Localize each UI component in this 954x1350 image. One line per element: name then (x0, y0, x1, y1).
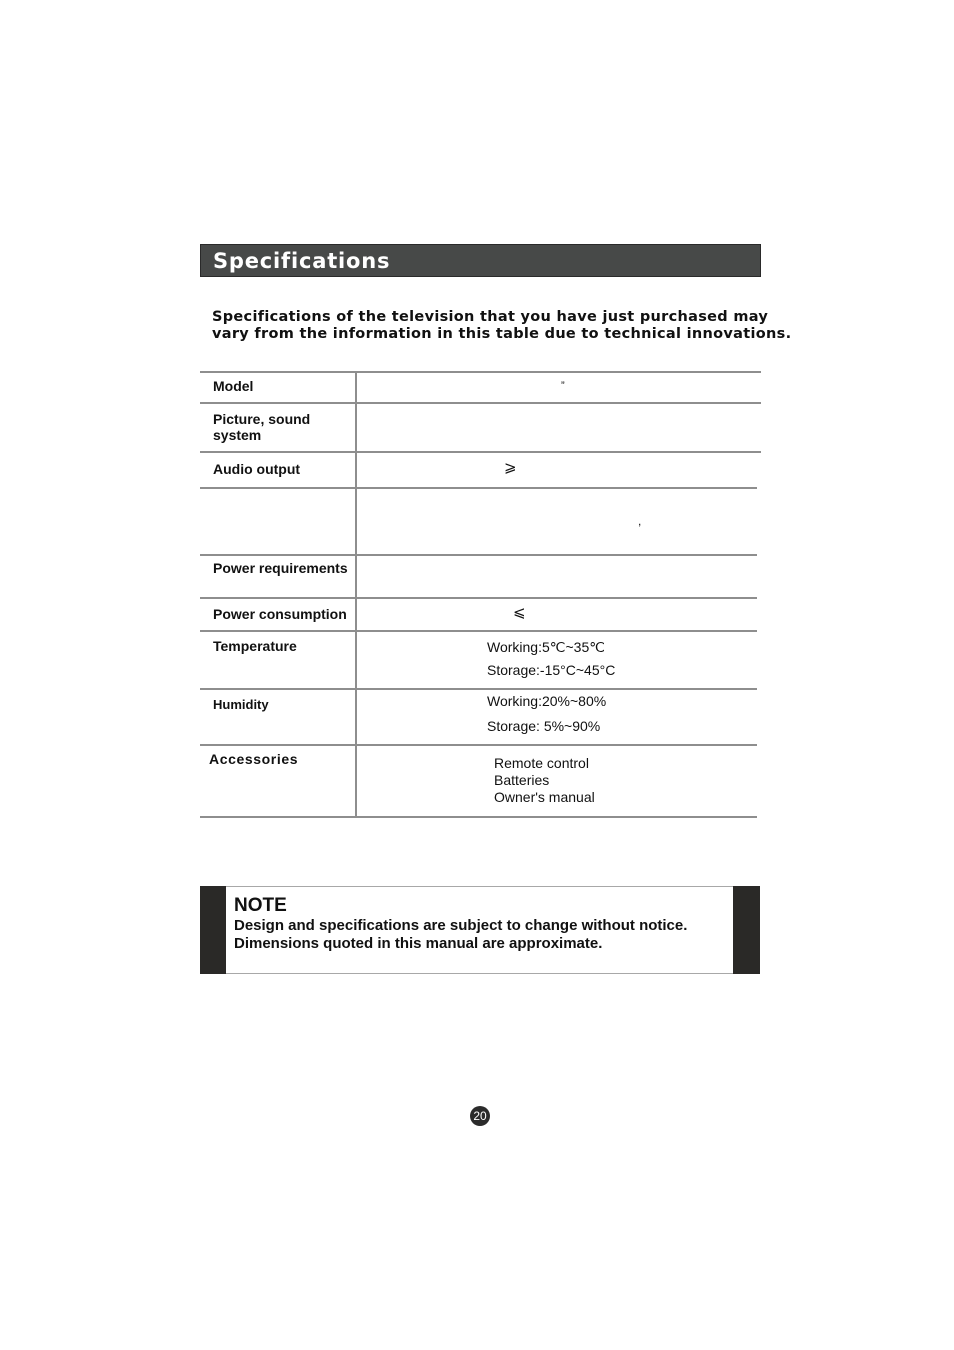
note-accent-bar-left (200, 886, 226, 974)
row-label-humidity: Humidity (213, 697, 269, 712)
table-divider (200, 630, 757, 632)
note-text: Design and specifications are subject to change without notice. (234, 917, 688, 934)
table-divider (200, 744, 757, 746)
table-divider (200, 451, 761, 453)
row-value-model: ” (561, 380, 565, 392)
row-value-audio-output: ⩾ (504, 459, 517, 476)
note-text: Dimensions quoted in this manual are approximate. (234, 935, 603, 952)
row-label-picture-sound: Picture, sound (213, 411, 311, 427)
row-label-power-requirements: Power requirements (213, 560, 348, 576)
row-value-blank: , (638, 514, 642, 528)
row-value-humidity-storage: Storage: 5%~90% (487, 718, 601, 734)
table-divider (200, 597, 757, 599)
note-title: NOTE (234, 895, 287, 916)
row-value-temperature-working: Working:5℃~35℃ (487, 639, 605, 655)
table-divider (200, 402, 761, 404)
accessory-item: Batteries (494, 772, 550, 788)
row-label-temperature: Temperature (213, 638, 297, 654)
table-divider (200, 554, 757, 556)
row-label-model: Model (213, 378, 254, 394)
table-divider (200, 371, 761, 373)
row-label-picture-sound: system (213, 427, 262, 443)
row-value-temperature-storage: Storage:-15°C~45°C (487, 662, 616, 678)
table-divider (200, 487, 757, 489)
table-divider (200, 816, 757, 818)
row-label-audio-output: Audio output (213, 461, 301, 477)
page-title: Specifications (213, 249, 391, 273)
row-label-power-consumption: Power consumption (213, 606, 347, 622)
accessory-item: Owner's manual (494, 789, 595, 805)
table-divider (200, 688, 757, 690)
accessory-item: Remote control (494, 755, 589, 771)
row-value-humidity-working: Working:20%~80% (487, 693, 607, 709)
row-value-power-consumption: ⩽ (513, 604, 526, 621)
section-header (200, 244, 761, 277)
column-divider (355, 371, 357, 818)
row-label-accessories: Accessories (209, 751, 299, 767)
page-number-badge: 20 (470, 1106, 490, 1126)
intro-paragraph (212, 309, 792, 343)
intro-line: vary from the information in this table due to technical innovations. (212, 326, 792, 342)
intro-line: Specifications of the television that you have just purchased may (212, 309, 769, 325)
note-accent-bar-right (733, 886, 760, 974)
